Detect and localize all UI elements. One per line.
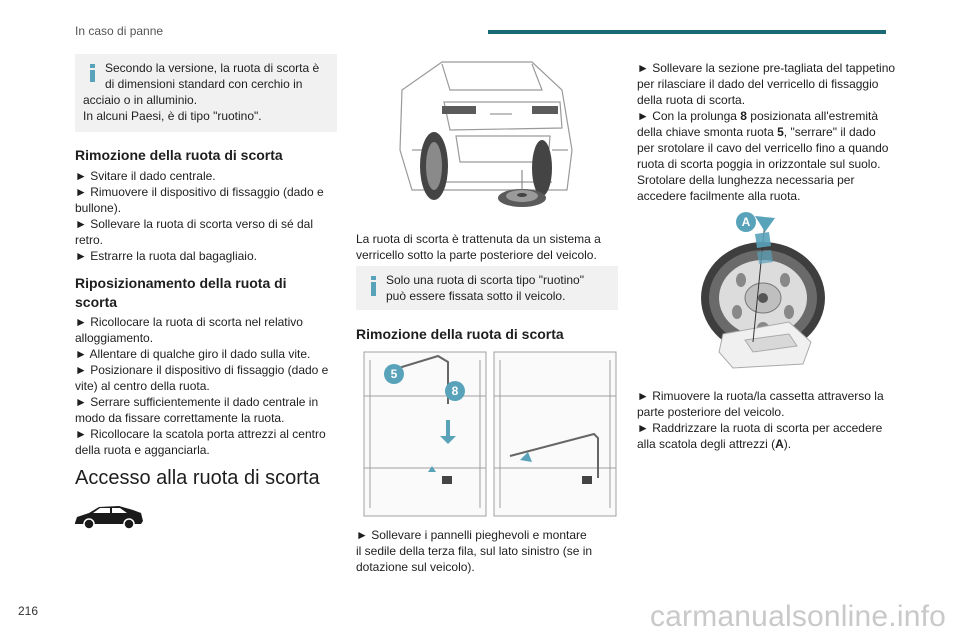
- watermark: carmanualsonline.info: [649, 600, 946, 633]
- step-line: ► Raddrizzare la ruota di scorta per accedere: [637, 421, 883, 435]
- step-text: [356, 527, 618, 575]
- badge-a: A: [736, 212, 756, 232]
- info-bar: [90, 70, 95, 82]
- step-line: ► Sollevare i pannelli pieghevoli e montare: [356, 528, 587, 542]
- access-heading: Accesso alla ruota di scorta: [75, 467, 320, 489]
- text-run: , "serrare" il dado: [783, 125, 876, 139]
- caption-line: La ruota di scorta è trattenuta da un sistema a: [356, 232, 601, 246]
- step-line: ► Sollevare la sezione pre-tagliata del tappetino: [637, 61, 896, 75]
- removal-heading: Rimozione della ruota di scorta: [356, 326, 564, 342]
- step-line: bullone).: [75, 201, 122, 215]
- step-line: Srotolare della lunghezza necessaria per: [637, 173, 855, 187]
- step-line: ► Ricollocare la scatola porta attrezzi al centro: [75, 427, 326, 441]
- final-steps: [637, 388, 907, 452]
- step-line: vite) al centro della ruota.: [75, 379, 210, 393]
- step-line: parte posteriore del veicolo.: [637, 405, 785, 419]
- step-line: accedere facilmente alla ruota.: [637, 189, 801, 203]
- note-line: acciaio o in alluminio.: [83, 93, 198, 107]
- badge-8: 8: [445, 381, 465, 401]
- step-line: [637, 124, 907, 140]
- info-icon: [371, 276, 376, 280]
- note-line: di dimensioni standard con cerchio in: [105, 77, 303, 91]
- step-line: ► Estrarre la ruota dal bagagliaio.: [75, 249, 257, 263]
- step-line: ► Svitare il dado centrale.: [75, 169, 216, 183]
- info-icon: [90, 64, 95, 68]
- ref-8: 8: [740, 109, 747, 123]
- step-line: ► Serrare sufficientemente il dado centrale in: [75, 395, 319, 409]
- note-line: In alcuni Paesi, è di tipo "ruotino".: [83, 109, 262, 123]
- ref-5: 5: [777, 125, 784, 139]
- rear-car-illustration: [372, 50, 592, 220]
- info-note: [356, 266, 618, 310]
- step-line: dotazione sul veicolo).: [356, 560, 475, 574]
- badge-5: 5: [384, 364, 404, 384]
- step-line: modo da fissare correttamente la ruota.: [75, 411, 285, 425]
- refit-heading-line: Riposizionamento della ruota di: [75, 275, 287, 291]
- note-line: può essere fissata sotto il veicolo.: [386, 289, 566, 303]
- step-line: della ruota di scorta.: [637, 93, 746, 107]
- text-run: posizionata all'estremità: [746, 109, 878, 123]
- note-line: Solo una ruota di scorta tipo "ruotino": [386, 273, 584, 287]
- refit-steps: [75, 314, 337, 458]
- ref-a: A: [775, 437, 784, 451]
- step-line: per srotolare il cavo del verricello fino a quando: [637, 141, 889, 155]
- caption-line: verricello sotto la parte posteriore del veicolo.: [356, 248, 597, 262]
- text-run: della chiave smonta ruota: [637, 125, 778, 139]
- text-run: alla scatola degli attrezzi (: [637, 437, 776, 451]
- step-line: ► Sollevare la ruota di scorta verso di sé dal: [75, 217, 313, 231]
- header-rule: [488, 30, 886, 34]
- section-label: In caso di panne: [75, 24, 164, 38]
- step-line: ► Rimuovere il dispositivo di fissaggio (dado e: [75, 185, 324, 199]
- refit-heading: [75, 274, 337, 312]
- removal-steps: [75, 168, 337, 264]
- suv-silhouette-icon: [73, 503, 145, 533]
- step-line: [637, 436, 907, 452]
- step-line: [637, 108, 907, 124]
- step-line: ► Posizionare il dispositivo di fissaggio (dado e: [75, 363, 329, 377]
- step-line: ► Rimuovere la ruota/la cassetta attraverso la: [637, 389, 884, 403]
- note-line: Secondo la versione, la ruota di scorta è: [105, 61, 320, 75]
- step-line: retro.: [75, 233, 104, 247]
- step-line: per rilasciare il dado del verricello di fissaggio: [637, 77, 879, 91]
- step-line: il sedile della terza fila, sul lato sinistro (se in: [356, 544, 593, 558]
- refit-heading-line: scorta: [75, 294, 118, 310]
- info-bar: [371, 282, 376, 296]
- step-line: ruota di scorta poggia in orizzontale sul suolo.: [637, 157, 881, 171]
- removal-heading: Rimozione della ruota di scorta: [75, 147, 283, 163]
- winch-caption: [356, 231, 618, 263]
- text-run: ).: [783, 437, 792, 451]
- winch-steps: [637, 60, 907, 204]
- step-line: alloggiamento.: [75, 331, 154, 345]
- step-line: ► Ricollocare la ruota di scorta nel relativo: [75, 315, 303, 329]
- step-line: ► Allentare di qualche giro il dado sulla vite.: [75, 347, 311, 361]
- spare-wheel-illustration: [693, 212, 833, 372]
- info-note: [75, 54, 337, 132]
- step-line: della ruota e agganciarla.: [75, 443, 210, 457]
- text-run: ► Con la prolunga: [637, 109, 741, 123]
- page-number: 216: [18, 604, 39, 618]
